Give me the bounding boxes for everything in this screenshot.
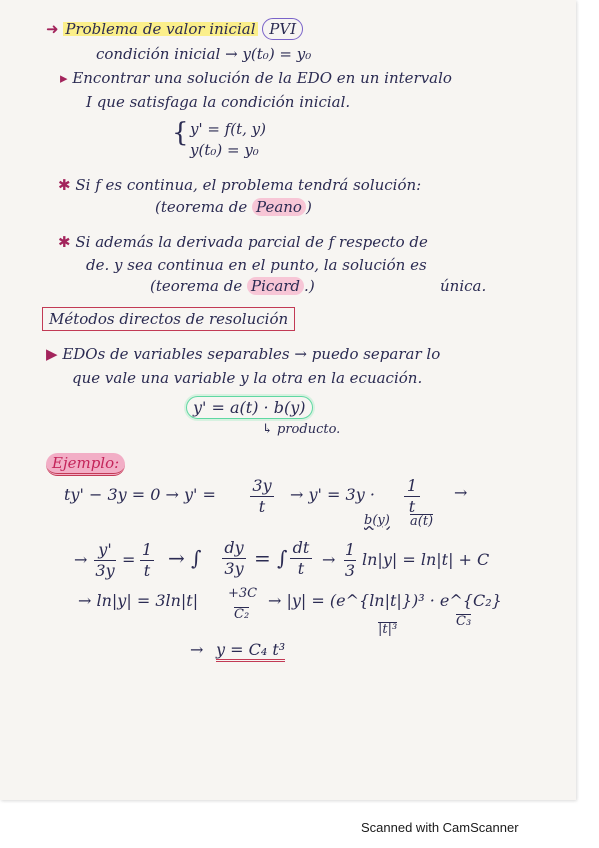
line-continuous: ✱ Si f es continua, el problema tendrá solución: (58, 176, 422, 194)
line-find-solution: ▸ Encontrar una solución de la EDO en un intervalo (60, 69, 452, 87)
math-step-3: → ln|y| = 3ln|t| (78, 591, 199, 610)
system-eq1: y' = f(t, y) (190, 120, 266, 138)
arrow-bullet-icon: ➜ (46, 20, 59, 38)
label-b-of-y: b(y) (364, 513, 390, 528)
line-satisfy: I que satisfaga la condición inicial. (86, 93, 351, 111)
asterisk-bullet-icon: ✱ (58, 176, 71, 194)
fraction-dy-num: dy (224, 538, 244, 557)
math-arrow: → (322, 550, 336, 569)
triangle-bullet-icon: ▸ (60, 69, 68, 87)
math-step-2-arrow: → (74, 550, 88, 569)
math-c2-label: C₂ (234, 607, 250, 622)
label-producto: ↳ producto. (262, 422, 341, 437)
peano-highlight: Peano (252, 198, 306, 216)
fraction-3y-num: 3y (252, 476, 272, 495)
picard-highlight: Picard (247, 277, 304, 295)
final-answer: y = C₄ t³ (216, 642, 285, 658)
fraction-t-den: t (143, 561, 151, 580)
math-step-1: ty' − 3y = 0 → y' = (64, 485, 216, 504)
line-partial-derivative: ✱ Si además la derivada parcial de f respecto de (58, 233, 428, 251)
fraction-1-num: 1 (406, 476, 418, 495)
label-a-of-t: a(t) (410, 514, 434, 529)
formula-separable: y' = a(t) · b(y) (186, 400, 313, 416)
fraction-1-num: 1 (344, 540, 356, 559)
fraction-3y-den: 3y (95, 561, 115, 580)
math-integral-2: = ∫ (254, 546, 288, 570)
line-separate-variables: que vale una variable y la otra en la ecuación. (72, 369, 423, 387)
math-step-4-arrow: → (190, 640, 204, 659)
triangle-bullet-icon: ▶ (46, 345, 58, 363)
line-continuous-point: de. y sea continua en el punto, la solución es (86, 256, 427, 274)
asterisk-bullet-icon: ✱ (58, 233, 71, 251)
math-c3-label: C₃ (456, 614, 472, 629)
math-arrow: → (454, 483, 468, 502)
scanner-watermark: Scanned with CamScanner (361, 820, 519, 835)
math-integral-1: → ∫ (168, 546, 202, 570)
math-step-1b: → y' = 3y · (290, 485, 375, 504)
pvi-badge: PVI (262, 18, 303, 40)
line-pvi-title: ➜ Problema de valor inicial PVI (46, 22, 303, 37)
fraction-yprime-num: y' (98, 540, 112, 559)
line-picard: (teorema de Picard .) (150, 277, 315, 295)
math-plus-3c: +3C (228, 586, 258, 601)
math-log-result: ln|y| = ln|t| + C (362, 550, 490, 569)
fraction-t-den: t (408, 497, 416, 516)
fraction-1-num: 1 (141, 540, 153, 559)
math-step-3b: → |y| = (e^{ln|t|})³ · e^{C₂} (268, 591, 502, 610)
section-title: Métodos directos de resolución (42, 312, 295, 327)
system-eq2: y(t₀) = y₀ (190, 141, 259, 159)
line-unique: única. (440, 277, 487, 295)
system-brace: { (172, 118, 189, 148)
fraction-t-den: t (297, 559, 305, 578)
fraction-3-den: 3 (344, 561, 356, 580)
line-separable: ▶ EDOs de variables separables → puedo separar lo (46, 345, 441, 363)
math-t-cubed-label: |t|³ (378, 622, 398, 637)
line-peano: (teorema de Peano ) (155, 198, 312, 216)
line-initial-condition: condición inicial → y(t₀) = y₀ (96, 45, 312, 63)
math-equals: = (122, 550, 136, 569)
fraction-dt-num: dt (292, 538, 310, 557)
fraction-3y-den: 3y (224, 559, 244, 578)
example-title: Ejemplo: (46, 456, 125, 471)
fraction-t-den: t (258, 497, 266, 516)
